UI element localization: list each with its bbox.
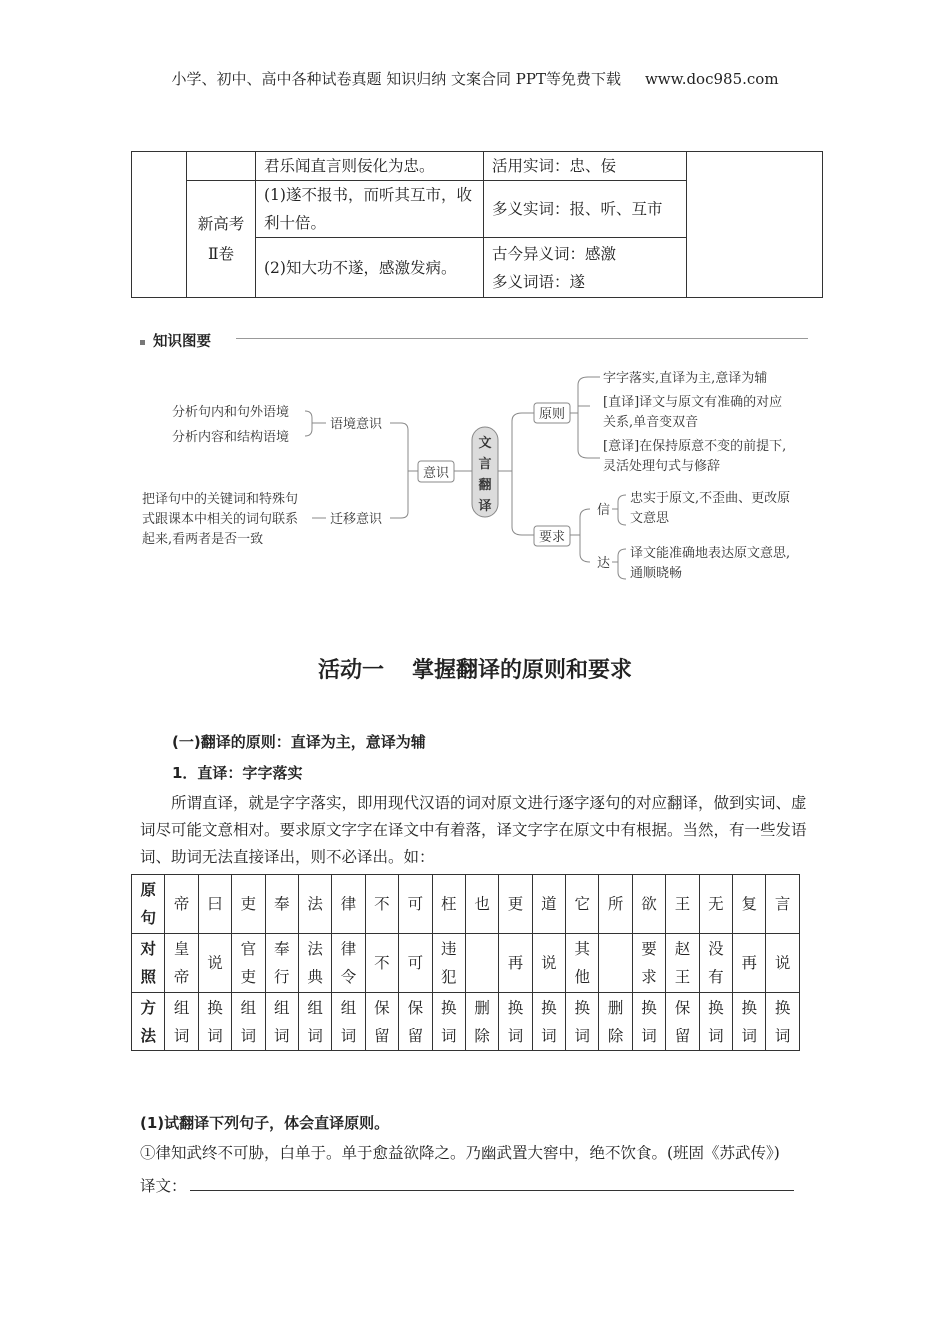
method-cell: 换词 — [632, 993, 665, 1051]
context-brace — [305, 411, 312, 436]
original-cell: 不 — [365, 875, 398, 934]
original-cell: 吏 — [232, 875, 265, 934]
method-cell: 换词 — [699, 993, 732, 1051]
note-cell: 活用实词：忠、佞 — [484, 152, 687, 181]
method-cell: 保留 — [399, 993, 432, 1051]
note-cell: 多义实词：报、听、互市 — [484, 181, 687, 238]
original-cell: 帝 — [165, 875, 198, 934]
contrast-cell: 违犯 — [432, 934, 465, 993]
center-char: 文 — [478, 436, 492, 451]
blank-cell — [687, 152, 823, 298]
original-cell: 法 — [298, 875, 331, 934]
original-cell: 曰 — [198, 875, 231, 934]
exercise-block — [140, 1110, 820, 1167]
original-cell: 也 — [465, 875, 498, 934]
awareness-bracket — [390, 423, 408, 518]
da-label: 达 — [597, 556, 611, 571]
activity-title — [0, 653, 950, 684]
requirement-bracket — [570, 509, 590, 562]
principle-bracket — [570, 377, 588, 458]
method-cell: 组词 — [332, 993, 365, 1051]
original-cell: 欲 — [632, 875, 665, 934]
awareness-label: 意识 — [423, 466, 450, 481]
original-cell: 可 — [399, 875, 432, 934]
contrast-cell: 要求 — [632, 934, 665, 993]
method-cell: 保留 — [666, 993, 699, 1051]
exercise-sentence: ①律知武终不可胁，白单于。单于愈益欲降之。乃幽武置大窖中，绝不饮食。(班固《苏武传》) — [140, 1144, 780, 1162]
da-brace — [618, 549, 626, 579]
square-bullet-icon — [140, 340, 145, 345]
answer-label: 译文： — [140, 1177, 187, 1195]
contrast-cell: 官吏 — [232, 934, 265, 993]
blank-cell — [132, 152, 187, 298]
contrast-cell: 说 — [766, 934, 799, 993]
context-item: 分析内容和结构语境 — [172, 430, 290, 445]
center-char: 译 — [478, 499, 492, 514]
principle-item: [直译]译文与原文有准确的对应 — [603, 395, 783, 410]
center-char: 言 — [478, 457, 492, 472]
title-rule — [236, 338, 808, 339]
contrast-cell: 皇帝 — [165, 934, 198, 993]
row-header: 对照 — [132, 934, 165, 993]
contrast-cell — [465, 934, 498, 993]
contrast-cell: 说 — [532, 934, 565, 993]
method-cell: 删除 — [599, 993, 632, 1051]
sentence-cell: (2)知大功不遂，感激发病。 — [256, 238, 484, 298]
method-cell: 换词 — [733, 993, 766, 1051]
activity-name: 掌握翻译的原则和要求 — [412, 658, 633, 683]
da-desc: 译文能准确地表达原文意思, — [630, 546, 791, 561]
activity-num: 活动一 — [317, 658, 384, 683]
right-bracket — [512, 413, 522, 535]
principle-item: 字字落实,直译为主,意译为辅 — [603, 371, 768, 386]
knowledge-map-title-text: 知识图要 — [153, 334, 211, 350]
contrast-cell: 再 — [499, 934, 532, 993]
center-char: 翻 — [478, 478, 492, 493]
original-cell: 复 — [733, 875, 766, 934]
contrast-cell: 律令 — [332, 934, 365, 993]
method-cell: 换词 — [532, 993, 565, 1051]
row-header: 方法 — [132, 993, 165, 1051]
principle-item: 灵活处理句式与修辞 — [603, 459, 721, 474]
paragraph: 所谓直译，就是字字落实，即用现代汉语的词对原文进行逐字逐句的对应翻译，做到实词、虚词尽可能文意相对。要求原文字字在译文中有着落，译文字字在原文中有根据。当然，有一些发语词、助词无法直接译出，则不必译出。如： — [140, 794, 807, 866]
contrast-cell: 奉行 — [265, 934, 298, 993]
contrast-cell: 没有 — [699, 934, 732, 993]
transfer-desc-line: 式跟课本中相关的词句联系 — [142, 512, 299, 527]
transfer-desc-line: 起来,看两者是否一致 — [142, 532, 264, 547]
transfer-awareness-label: 迁移意识 — [330, 512, 383, 527]
group-label: 新高考Ⅱ卷 — [197, 215, 245, 263]
original-cell: 律 — [332, 875, 365, 934]
method-cell: 换词 — [566, 993, 599, 1051]
method-cell: 换词 — [432, 993, 465, 1051]
xin-brace — [618, 495, 626, 525]
method-cell: 组词 — [232, 993, 265, 1051]
original-cell: 它 — [566, 875, 599, 934]
method-cell: 删除 — [465, 993, 498, 1051]
literal-translation-table — [131, 874, 800, 1051]
original-cell: 无 — [699, 875, 732, 934]
transfer-desc-line: 把译句中的关键词和特殊句 — [142, 492, 299, 507]
header-text: 小学、初中、高中各种试卷真题 知识归纳 文案合同 PPT等免费下载 — [171, 70, 621, 88]
page-header — [0, 68, 950, 89]
contrast-cell: 其他 — [566, 934, 599, 993]
header-site[interactable]: www.doc985.com — [644, 70, 779, 88]
original-cell: 枉 — [432, 875, 465, 934]
original-cell: 更 — [499, 875, 532, 934]
contrast-cell: 说 — [198, 934, 231, 993]
contrast-cell: 再 — [733, 934, 766, 993]
da-desc: 通顺晓畅 — [630, 566, 683, 581]
method-cell: 保留 — [365, 993, 398, 1051]
principle-item: [意译]在保持原意不变的前提下, — [603, 439, 787, 454]
contrast-cell: 不 — [365, 934, 398, 993]
method-cell: 组词 — [265, 993, 298, 1051]
exam-sentence-table — [131, 151, 823, 298]
original-cell: 所 — [599, 875, 632, 934]
sentence-cell: 君乐闻直言则佞化为忠。 — [256, 152, 484, 181]
principle-label: 原则 — [539, 407, 566, 422]
xin-desc: 忠实于原文,不歪曲、更改原 — [630, 491, 791, 506]
method-cell: 换词 — [499, 993, 532, 1051]
blank-cell — [187, 152, 256, 181]
original-cell: 言 — [766, 875, 799, 934]
row-header: 原句 — [132, 875, 165, 934]
section-heading: (一)翻译的原则：直译为主，意译为辅 — [172, 733, 426, 751]
contrast-cell: 可 — [399, 934, 432, 993]
original-cell: 奉 — [265, 875, 298, 934]
method-cell: 组词 — [165, 993, 198, 1051]
exercise-title: (1)试翻译下列句子，体会直译原则。 — [140, 1114, 390, 1132]
answer-line[interactable] — [190, 1190, 794, 1191]
requirement-label: 要求 — [539, 530, 566, 545]
context-awareness-label: 语境意识 — [330, 417, 383, 432]
contrast-cell: 法典 — [298, 934, 331, 993]
knowledge-mind-map — [0, 355, 950, 595]
contrast-cell — [599, 934, 632, 993]
sub-heading: 1．直译：字字落实 — [172, 764, 303, 782]
contrast-cell: 赵王 — [666, 934, 699, 993]
note-line: 多义词语：遂 — [492, 272, 586, 291]
method-cell: 换词 — [766, 993, 799, 1051]
xin-label: 信 — [597, 503, 611, 518]
xin-desc: 文意思 — [630, 511, 670, 526]
group-label-cell — [187, 181, 256, 298]
original-cell: 道 — [532, 875, 565, 934]
note-cell — [484, 238, 687, 298]
method-cell: 组词 — [298, 993, 331, 1051]
knowledge-map-title — [140, 330, 211, 351]
sentence-cell: (1)遂不报书，而听其互市，收利十倍。 — [256, 181, 484, 238]
context-item: 分析句内和句外语境 — [172, 405, 290, 420]
principle-item: 关系,单音变双音 — [603, 415, 699, 430]
note-line: 古今异义词：感激 — [492, 244, 617, 263]
method-cell: 换词 — [198, 993, 231, 1051]
original-cell: 王 — [666, 875, 699, 934]
